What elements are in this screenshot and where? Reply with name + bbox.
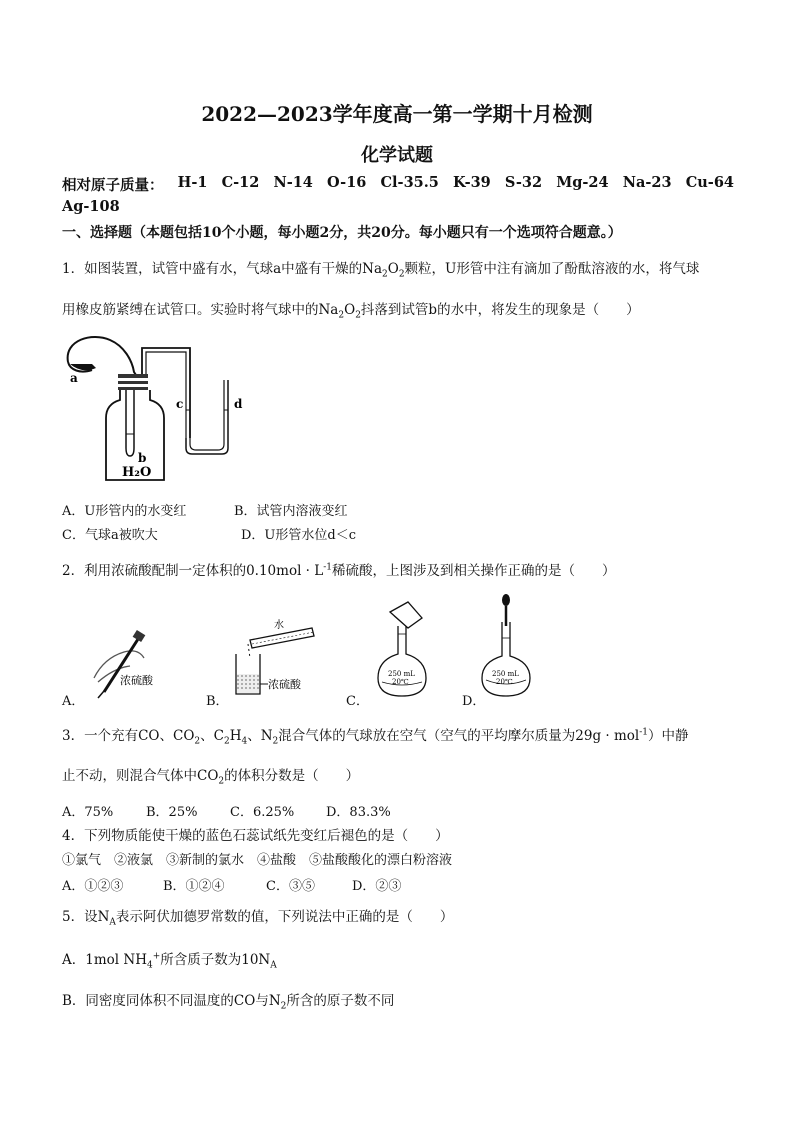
stopper	[118, 374, 148, 390]
q3-line1: 3．一个充有CO、$CO_2$、$C_2H_4$、$N_2$混合气体的气球放在空气（空气的平均摩尔质量为29g · mol$^{-1}$）中静	[62, 727, 689, 747]
mass-item: C-12	[221, 174, 260, 191]
q1-option-b: B．试管内溶液变红	[234, 504, 348, 519]
label-a: a	[70, 371, 78, 385]
q3-option-a: A．75%	[62, 805, 114, 820]
q1-line2: 用橡皮筋紧缚在试管口。实验时将气球中的$Na_2O_2$抖落到试管b的水中，将发生的现象是（ ）	[62, 302, 640, 321]
q3-option-d: D．83.3%	[326, 805, 391, 820]
q3-option-c: C．6.25%	[230, 805, 295, 820]
label-h2o: H₂O	[122, 465, 152, 480]
fig-d-temp: 20℃	[496, 678, 513, 686]
q2-option-b: B．	[206, 694, 229, 709]
fig-c-volume: 250 mL	[388, 670, 415, 678]
q1-line1: 1．如图装置，试管中盛有水，气球a中盛有干燥的$Na_2O_2$颗粒，U形管中注有滴加了酚酞溶液的水，将气球	[62, 261, 700, 280]
fig-a-label: 浓硫酸	[120, 674, 153, 687]
mass-item: N-14	[273, 174, 313, 191]
mass-item: Cl-35.5	[380, 174, 439, 191]
q5-text: 5．设$N_A$表示阿伏加德罗常数的值，下列说法中正确的是（ ）	[62, 909, 454, 928]
q1-option-a: A．U形管内的水变红	[62, 504, 187, 519]
test-tube	[126, 390, 134, 456]
atomic-masses-label: 相对原子质量：	[62, 177, 164, 194]
q4-option-b: B．①②④	[163, 879, 225, 894]
fig-b-label: 浓硫酸	[268, 678, 301, 691]
q2-fig-d-flask	[478, 592, 538, 700]
q4-items: ①氯气 ②液氯 ③新制的氯水 ④盐酸 ⑤盐酸酸化的漂白粉溶液	[62, 853, 453, 868]
q4-text: 4．下列物质能使干燥的蓝色石蕊试纸先变红后褪色的是（ ）	[62, 828, 449, 844]
q4-option-d: D．②③	[352, 879, 402, 894]
q5-option-b: B．同密度同体积不同温度的CO与$N_2$所含的原子数不同	[62, 993, 395, 1012]
q2-option-c: C．	[346, 694, 369, 709]
mass-item-wrap: Ag-108	[62, 198, 120, 215]
q2-text: 2．利用浓硫酸配制一定体积的$0.10mol \cdot L^{-1}$稀硫酸，上图涉及到相关操作正确的是（ ）	[62, 562, 616, 579]
q5-option-a: A．1mol $NH_4^+$所含质子数为$10N_A$	[62, 951, 277, 971]
mass-item: Mg-24	[556, 174, 609, 191]
label-d: d	[234, 397, 243, 411]
label-b: b	[138, 451, 147, 465]
section-heading: 一、选择题（本题包括10个小题，每小题2分，共20分。每小题只有一个选项符合题意。）	[62, 225, 622, 241]
q2-fig-b-beaker	[230, 614, 320, 700]
mass-item: Na-23	[622, 174, 672, 191]
mass-item: S-32	[504, 174, 543, 191]
q3-line2: 止不动，则混合气体中$CO_2$的体积分数是（ ）	[62, 768, 360, 787]
fig-c-temp: 20℃	[392, 678, 409, 686]
q1-option-d: D．U形管水位d＜c	[241, 528, 356, 543]
page-subtitle: 化学试题	[361, 145, 433, 166]
q2-option-d: D．	[462, 694, 486, 709]
fig-d-volume: 250 mL	[492, 670, 519, 678]
atomic-masses	[62, 174, 734, 195]
fig-b-water: 水	[274, 620, 284, 631]
q4-option-a: A．①②③	[62, 879, 124, 894]
page-title: 2022—2023学年度高一第一学期十月检测	[201, 102, 593, 126]
label-c: c	[176, 397, 184, 411]
q3-option-b: B．25%	[146, 805, 198, 820]
q1-option-c: C．气球a被吹大	[62, 528, 158, 543]
q2-fig-a-pipette	[84, 628, 174, 700]
mass-item: H-1	[177, 174, 208, 191]
q1-apparatus-figure	[62, 330, 262, 490]
mass-item: K-39	[453, 174, 491, 191]
q4-option-c: C．③⑤	[266, 879, 315, 894]
mass-item: O-16	[327, 174, 367, 191]
u-tube	[186, 380, 228, 454]
q2-fig-c-flask	[368, 598, 438, 700]
mass-item: Cu-64	[685, 174, 734, 191]
q2-option-a: A．	[62, 694, 85, 709]
